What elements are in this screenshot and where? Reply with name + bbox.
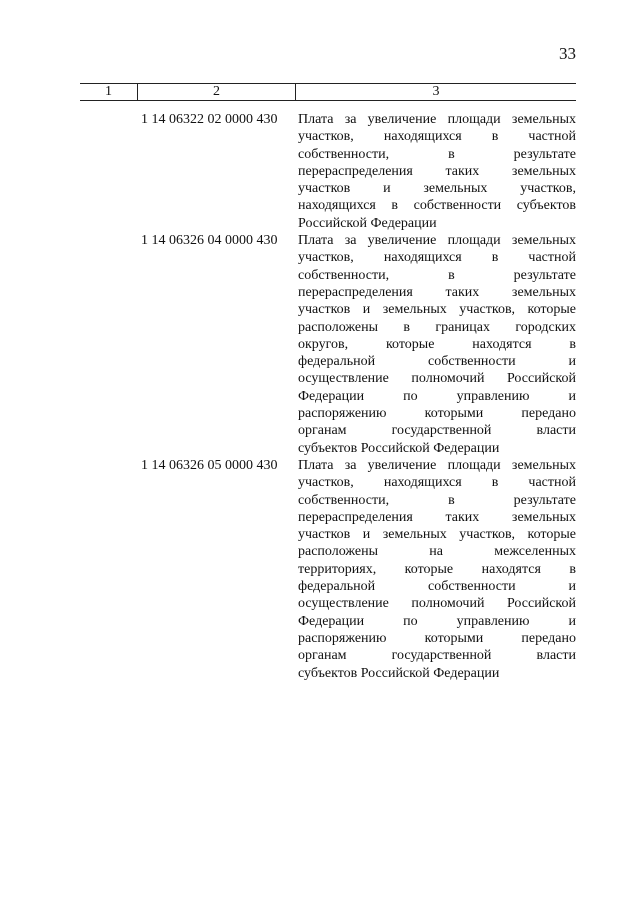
- description-line: участков и земельных участков, которые: [298, 302, 576, 318]
- description-line: расположены на межселенных: [298, 544, 576, 560]
- column-header-1: 1: [80, 84, 138, 100]
- row-description: [298, 457, 576, 682]
- description-line: собственности, в результате: [298, 492, 576, 508]
- row-code: 1 14 06326 05 0000 430: [141, 457, 278, 473]
- description-line: субъектов Российской Федерации: [298, 665, 500, 681]
- description-line: Федерации по управлению и: [298, 388, 576, 404]
- description-line: находящихся в собственности субъектов: [298, 198, 576, 214]
- row-description: [298, 232, 576, 457]
- table-row: [80, 457, 576, 682]
- description-line: Плата за увеличение площади земельных: [298, 112, 576, 127]
- page-number: 33: [559, 44, 576, 63]
- description-line: распоряжению которыми передано: [298, 406, 576, 422]
- row-code: 1 14 06326 04 0000 430: [141, 233, 278, 249]
- description-line: участков и земельных участков,: [298, 181, 576, 197]
- column-header-2: 2: [138, 84, 296, 100]
- column-header-3: 3: [432, 84, 440, 99]
- description-line: распоряжению которыми передано: [298, 630, 576, 646]
- description-line: осуществление полномочий Российской: [298, 596, 576, 612]
- description-line: Федерации по управлению и: [298, 613, 576, 629]
- table-header-row: [80, 83, 576, 101]
- description-line: участков, находящихся в частной: [298, 129, 576, 145]
- description-line: перераспределения таких земельных: [298, 509, 576, 525]
- description-line: Плата за увеличение площади земельных: [298, 457, 576, 473]
- description-line: собственности, в результате: [298, 267, 576, 283]
- description-line: федеральной собственности и: [298, 354, 576, 370]
- table-row: [80, 111, 576, 232]
- description-line: округов, которые находятся в: [298, 336, 576, 352]
- description-line: Российской Федерации: [298, 215, 437, 231]
- table-body: [80, 111, 576, 682]
- description-line: участков, находящихся в частной: [298, 475, 576, 491]
- description-line: перераспределения таких земельных: [298, 163, 576, 179]
- description-line: расположены в границах городских: [298, 319, 576, 335]
- description-line: субъектов Российской Федерации: [298, 440, 500, 456]
- description-line: собственности, в результате: [298, 146, 576, 162]
- description-line: территориях, которые находятся в: [298, 561, 576, 577]
- description-line: органам государственной власти: [298, 648, 576, 664]
- description-line: участков, находящихся в частной: [298, 250, 576, 266]
- description-line: участков и земельных участков, которые: [298, 527, 576, 543]
- row-code: 1 14 06322 02 0000 430: [141, 112, 278, 127]
- description-line: федеральной собственности и: [298, 579, 576, 595]
- row-description: [298, 111, 576, 232]
- description-line: Плата за увеличение площади земельных: [298, 233, 576, 249]
- description-line: органам государственной власти: [298, 423, 576, 439]
- description-line: осуществление полномочий Российской: [298, 371, 576, 387]
- table-row: [80, 232, 576, 457]
- description-line: перераспределения таких земельных: [298, 284, 576, 300]
